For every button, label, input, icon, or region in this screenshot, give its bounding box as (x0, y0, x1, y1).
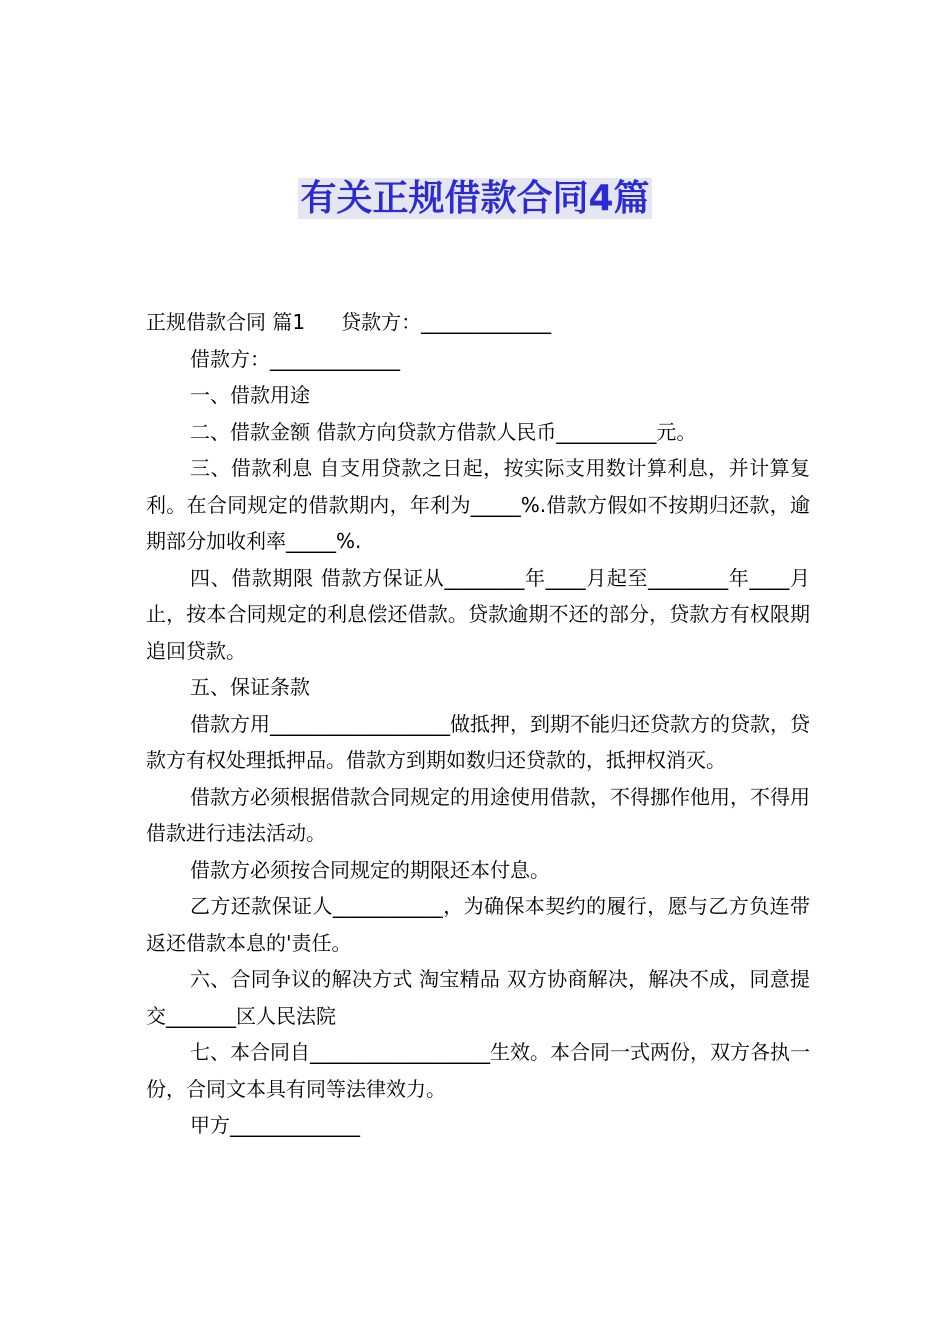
clause-repayment: 借款方必须按合同规定的期限还本付息。 (190, 857, 550, 882)
borrower-line: 借款方：_____________ (190, 346, 400, 371)
contract-heading-line (146, 304, 810, 341)
clause-usage: 借款方必须根据借款合同规定的用途使用借款，不得挪作他用，不得用借款进行违法活动。 (146, 784, 810, 845)
clause-guarantor: 乙方还款保证人___________，为确保本契约的履行，愿与乙方负连带返还借款本息的'责任。 (146, 894, 810, 955)
contract-heading: 正规借款合同 篇1 (146, 310, 306, 334)
clause-guarantee: 五、保证条款 (190, 675, 310, 699)
clause-dispute: 六、合同争议的解决方式 淘宝精品 双方协商解决，解决不成，同意提交_______区人民法院 (146, 967, 810, 1028)
clause-interest: 三、借款利息 自支用贷款之日起，按实际支用数计算利息，并计算复利。在合同规定的借款期内，年利为_____%.借款方假如不按期归还款，逾期部分加收利率_____%. (146, 456, 810, 553)
clause-amount: 二、借款金额 借款方向贷款方借款人民币__________元。 (190, 419, 697, 444)
lender-line: 贷款方：_____________ (341, 310, 552, 334)
document-title-text: 有关正规借款合同4篇 (300, 178, 650, 219)
clause-term: 四、借款期限 借款方保证从________年____月起至________年____月止，按本合同规定的利息偿还借款。贷款逾期不还的部分，贷款方有权限期追回贷款。 (146, 565, 810, 663)
clause-purpose: 一、借款用途 (190, 383, 310, 407)
document-title (0, 172, 950, 226)
clause-effective: 七、本合同自__________________生效。本合同一式两份，双方各执一份，合同文本具有同等法律效力。 (146, 1040, 810, 1101)
clause-collateral: 借款方用__________________做抵押，到期不能归还贷款方的贷款，贷款方有权处理抵押品。借款方到期如数归还贷款的，抵押权消灭。 (146, 711, 810, 772)
document-body (146, 304, 810, 1144)
party-a-signature-line: 甲方_____________ (190, 1113, 360, 1137)
